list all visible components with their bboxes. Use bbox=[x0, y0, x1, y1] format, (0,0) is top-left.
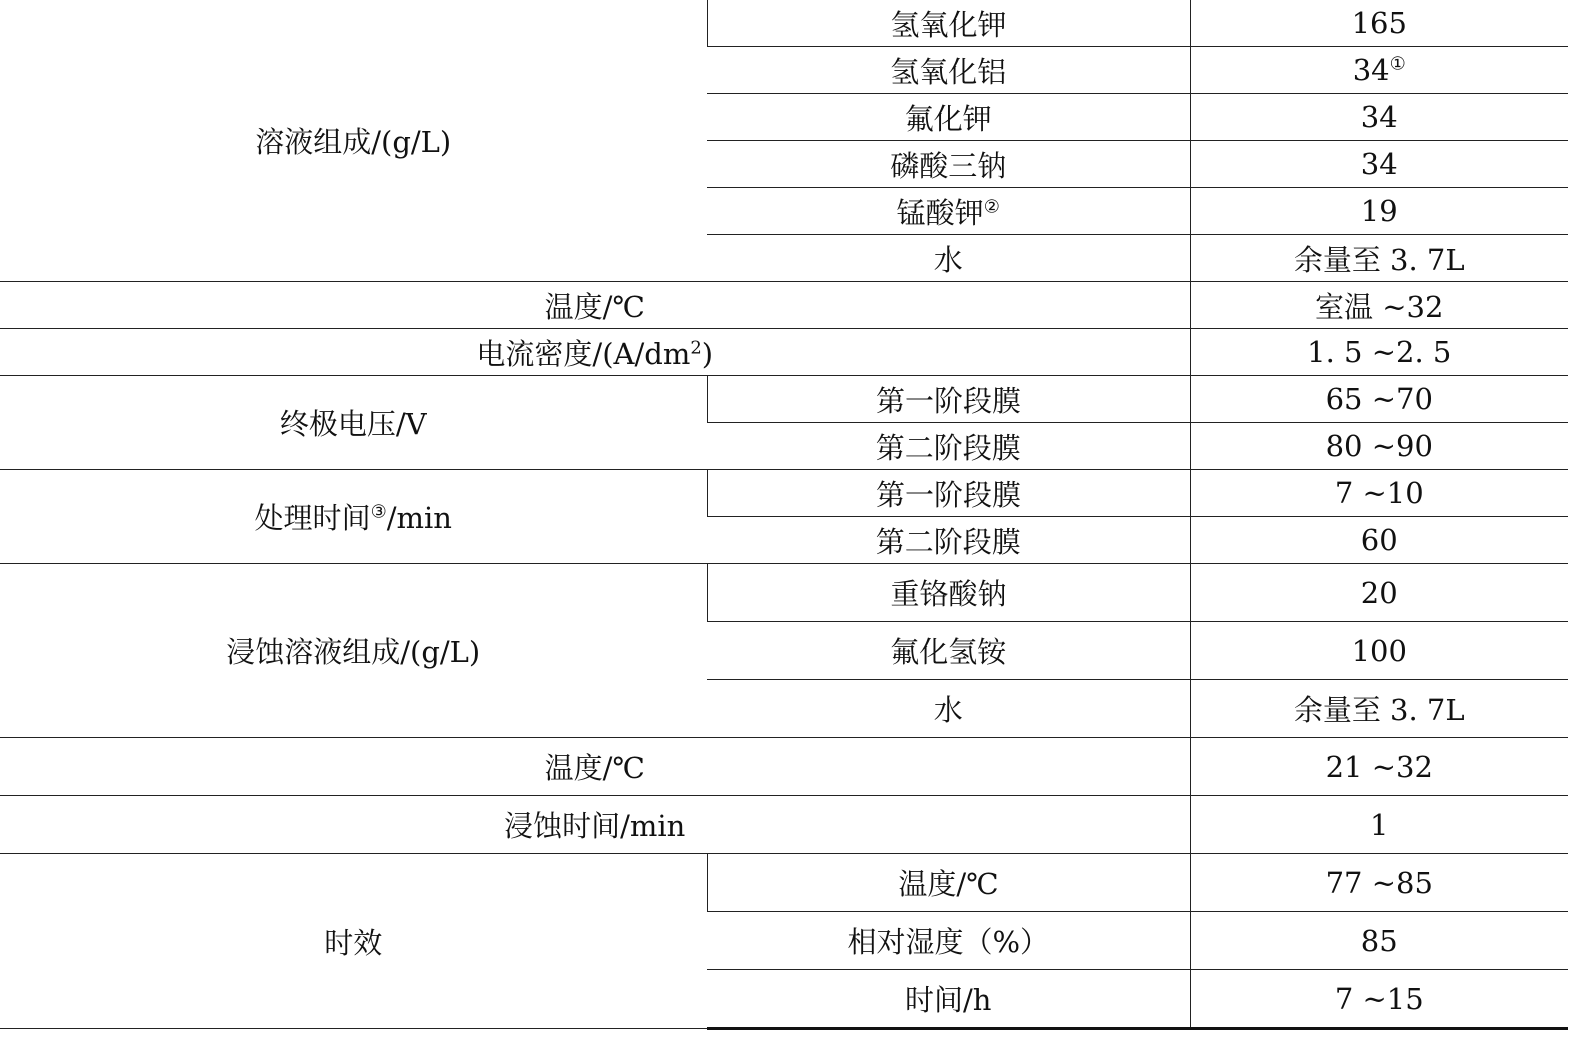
value-cell: 7 ~10 bbox=[1190, 470, 1568, 517]
sub-label: 氟化钾 bbox=[707, 94, 1190, 141]
row-label: 时效 bbox=[0, 854, 707, 1029]
value-cell: 34 bbox=[1190, 94, 1568, 141]
table-row bbox=[0, 854, 1568, 912]
value-cell: 165 bbox=[1190, 0, 1568, 47]
value-cell: 20 bbox=[1190, 564, 1568, 622]
sub-label: 氟化氢铵 bbox=[707, 622, 1190, 680]
sub-label: 时间/h bbox=[707, 970, 1190, 1029]
row-label: 浸蚀溶液组成/(g/L) bbox=[0, 564, 707, 738]
value-cell: 34 bbox=[1190, 141, 1568, 188]
table-row bbox=[0, 796, 1568, 854]
value-cell: 余量至 3. 7L bbox=[1190, 680, 1568, 738]
value-cell: 34① bbox=[1190, 47, 1568, 94]
sub-label: 相对湿度（%） bbox=[707, 912, 1190, 970]
sub-label: 第一阶段膜 bbox=[707, 470, 1190, 517]
value-cell: 60 bbox=[1190, 517, 1568, 564]
row-label: 浸蚀时间/min bbox=[0, 796, 1190, 854]
value-cell: 65 ~70 bbox=[1190, 376, 1568, 423]
value-cell: 85 bbox=[1190, 912, 1568, 970]
sub-label: 重铬酸钠 bbox=[707, 564, 1190, 622]
sub-label: 锰酸钾② bbox=[707, 188, 1190, 235]
sub-label: 氢氧化钾 bbox=[707, 0, 1190, 47]
value-cell: 19 bbox=[1190, 188, 1568, 235]
table-row bbox=[0, 738, 1568, 796]
value-cell: 21 ~32 bbox=[1190, 738, 1568, 796]
row-label: 处理时间③/min bbox=[0, 470, 707, 564]
sub-label: 第二阶段膜 bbox=[707, 517, 1190, 564]
table-row bbox=[0, 0, 1568, 47]
table-row bbox=[0, 470, 1568, 517]
value-cell: 77 ~85 bbox=[1190, 854, 1568, 912]
table-row bbox=[0, 329, 1568, 376]
value-cell: 80 ~90 bbox=[1190, 423, 1568, 470]
value-cell: 7 ~15 bbox=[1190, 970, 1568, 1029]
row-label: 温度/℃ bbox=[0, 282, 1190, 329]
value-cell: 室温 ~32 bbox=[1190, 282, 1568, 329]
sub-label: 温度/℃ bbox=[707, 854, 1190, 912]
value-cell: 1 bbox=[1190, 796, 1568, 854]
sub-label: 水 bbox=[707, 680, 1190, 738]
table-row bbox=[0, 282, 1568, 329]
sub-label: 第一阶段膜 bbox=[707, 376, 1190, 423]
value-cell: 余量至 3. 7L bbox=[1190, 235, 1568, 282]
value-cell: 1. 5 ~2. 5 bbox=[1190, 329, 1568, 376]
sub-label: 磷酸三钠 bbox=[707, 141, 1190, 188]
row-label: 电流密度$/(A/dm^2)$ bbox=[0, 329, 1190, 376]
row-label: 溶液组成/(g/L) bbox=[0, 0, 707, 282]
table-row bbox=[0, 564, 1568, 622]
sub-label: 第二阶段膜 bbox=[707, 423, 1190, 470]
sub-label: 氢氧化铝 bbox=[707, 47, 1190, 94]
row-label: 温度/℃ bbox=[0, 738, 1190, 796]
sub-label: 水 bbox=[707, 235, 1190, 282]
table-row bbox=[0, 376, 1568, 423]
value-cell: 100 bbox=[1190, 622, 1568, 680]
row-label: 终极电压/V bbox=[0, 376, 707, 470]
